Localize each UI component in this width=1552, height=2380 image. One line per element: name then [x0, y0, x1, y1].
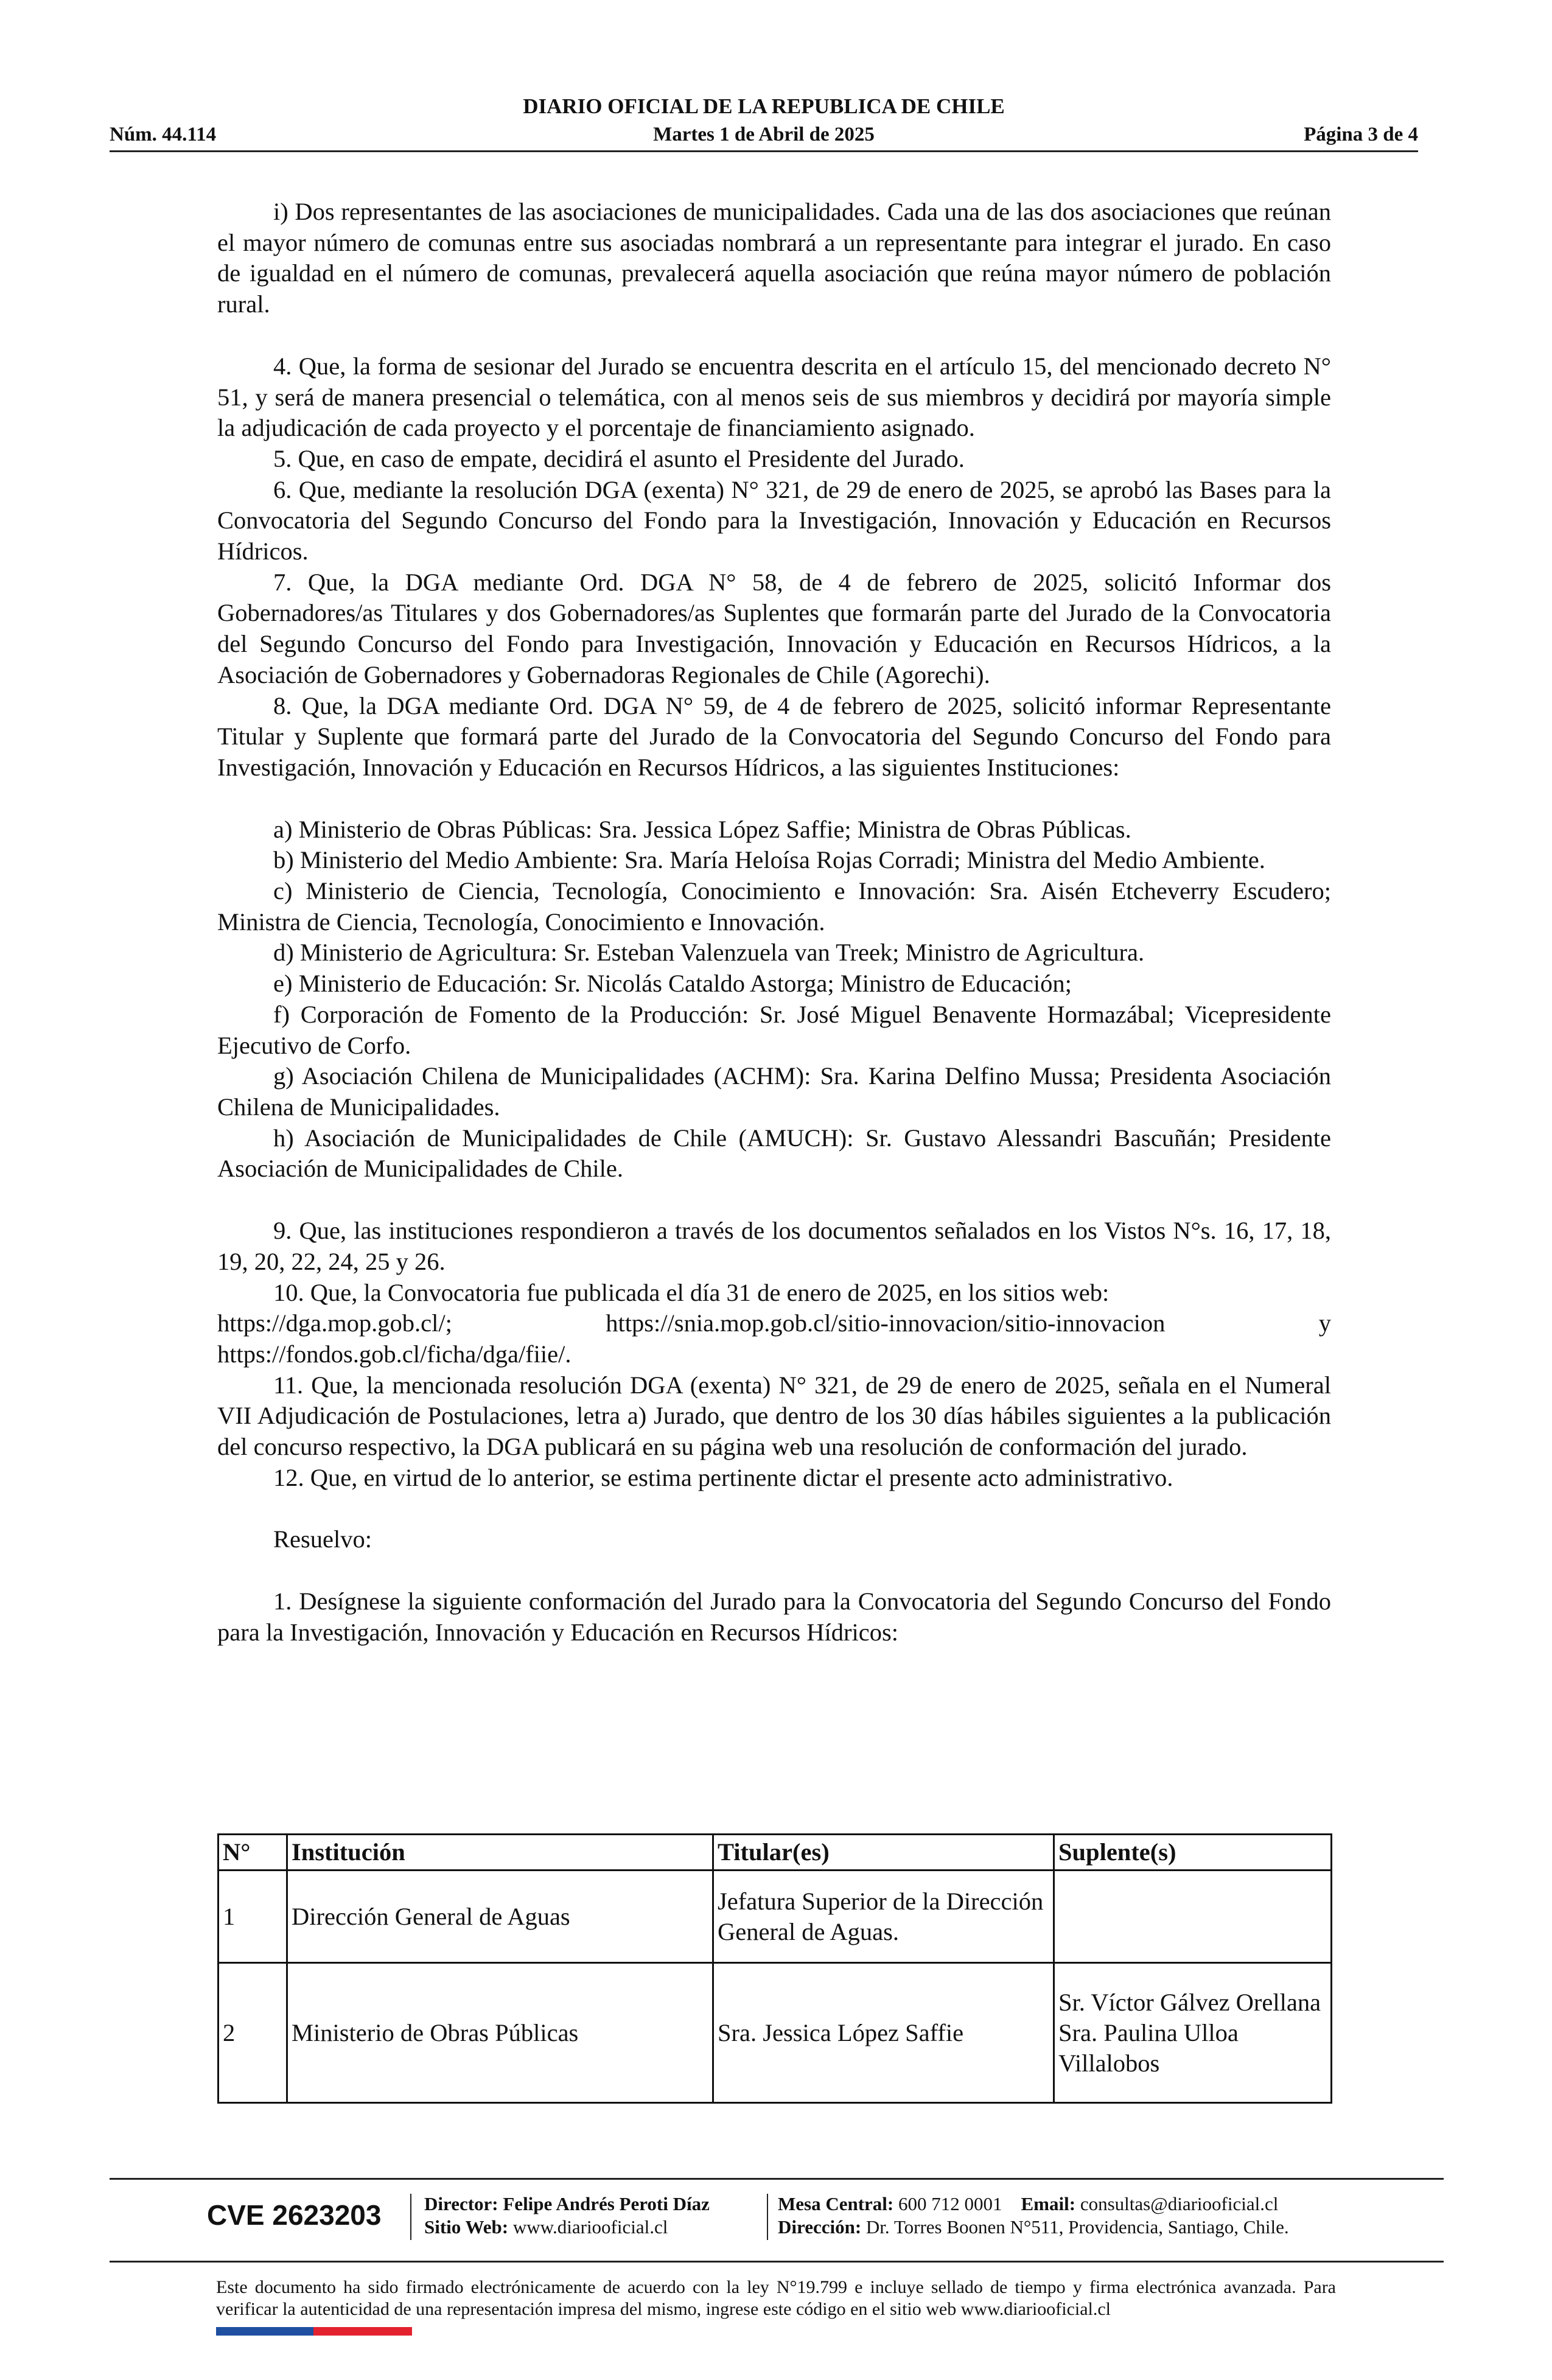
- flag-stripe-red: [313, 2327, 412, 2336]
- list-item-a: a) Ministerio de Obras Públicas: Sra. Jessica López Saffie; Ministra de Obras Públicas.: [273, 815, 1131, 843]
- header-number: N°: [218, 1835, 287, 1871]
- paragraph-5: 5. Que, en caso de empate, decidirá el asunto el Presidente del Jurado.: [273, 444, 965, 472]
- list-item-b: b) Ministerio del Medio Ambiente: Sra. María Heloísa Rojas Corradi; Ministra del Medio Ambiente.: [273, 846, 1265, 874]
- cell-institution: Ministerio de Obras Públicas: [287, 1963, 713, 2103]
- list-item-f: f) Corporación de Fomento de la Producción: Sr. José Miguel Benavente Hormazábal; Vicepresidente Ejecutivo de Corfo.: [217, 1000, 1331, 1059]
- list-item-e: e) Ministerio de Educación: Sr. Nicolás Cataldo Astorga; Ministro de Educación;: [273, 970, 1072, 998]
- paragraph-11: 11. Que, la mencionada resolución DGA (exenta) N° 321, de 29 de enero de 2025, señala en el Numeral VII Adjudicación de Postulaciones, letra a) Jurado, que dentro de los 30 días hábiles siguientes a la publicación del concurso respectivo, la DGA publicará en su página web una resolución de conformación del jurado.: [217, 1371, 1331, 1461]
- address: Dr. Torres Boonen N°511, Providencia, Santiago, Chile.: [865, 2216, 1289, 2238]
- footer-divider: [410, 2194, 411, 2240]
- paragraph-4: 4. Que, la forma de sesionar del Jurado se encuentra descrita en el artículo 15, del mencionado decreto N° 51, y será de manera presencial o telemática, con al menos seis de sus miembros y decidirá por mayoría simple la adjudicación de cada proyecto y el porcentaje de financiamiento asignado.: [217, 352, 1331, 442]
- page-number: Página 3 de 4: [1304, 124, 1418, 145]
- url-fondos[interactable]: https://fondos.gob.cl/ficha/dga/fiie/.: [217, 1340, 572, 1368]
- paragraph-6: 6. Que, mediante la resolución DGA (exenta) N° 321, de 29 de enero de 2025, se aprobó las Bases para la Convocatoria del Segundo Concurso del Fondo para la Investigación, Innovación y Educación en Recursos Hídricos.: [217, 475, 1331, 565]
- email-link[interactable]: consultas@diariooficial.cl: [1080, 2193, 1279, 2214]
- cell-suplente: [1054, 1871, 1332, 1963]
- paragraph-8: 8. Que, la DGA mediante Ord. DGA N° 59, de 4 de febrero de 2025, solicitó informar Representante Titular y Suplente que formará parte del Jurado de la Convocatoria del Segundo Concurso del Fondo para Investigación, Innovación y Educación en Recursos Hídricos, a las siguientes Instituciones:: [217, 691, 1331, 781]
- table-row: [218, 1963, 1332, 2103]
- issue-date: Martes 1 de Abril de 2025: [653, 124, 875, 145]
- footer-top-rule: [110, 2178, 1444, 2180]
- director-name: Felipe Andrés Peroti Díaz: [503, 2193, 710, 2214]
- mesa-label: Mesa Central:: [778, 2193, 894, 2214]
- header-suplente: Suplente(s): [1054, 1835, 1332, 1871]
- page-header: [110, 94, 1418, 152]
- url-snia[interactable]: https://snia.mop.gob.cl/sitio-innovacion/sitio-innovacion: [606, 1309, 1166, 1337]
- paragraph-10: 10. Que, la Convocatoria fue publicada el día 31 de enero de 2025, en los sitios web:: [273, 1278, 1110, 1306]
- newspaper-title: DIARIO OFICIAL DE LA REPUBLICA DE CHILE: [523, 94, 1005, 118]
- paragraph-12: 12. Que, en virtud de lo anterior, se estima pertinente dictar el presente acto administrativo.: [273, 1463, 1173, 1491]
- footer-contact: [778, 2193, 1289, 2239]
- jury-table: [217, 1833, 1332, 2104]
- issue-number: Núm. 44.114: [110, 124, 217, 145]
- paragraph-9: 9. Que, las instituciones respondieron a través de los documentos señalados en los Vistos N°s. 16, 17, 18, 19, 20, 22, 24, 25 y 26.: [217, 1217, 1331, 1275]
- document-body: [217, 197, 1331, 1648]
- cell-titular: Sra. Jessica López Saffie: [713, 1963, 1054, 2103]
- legal-notice: Este documento ha sido firmado electrónicamente de acuerdo con la ley N°19.799 e incluye sellado de tiempo y firma electrónica avanzada. Para verificar la autenticidad de una representación impresa del mismo, ingrese este código en el sitio web www.diariooficial.cl: [216, 2277, 1336, 2319]
- cell-institution: Dirección General de Aguas: [287, 1871, 713, 1963]
- director-label: Director:: [424, 2193, 498, 2214]
- email-label: Email:: [1021, 2193, 1076, 2214]
- mesa-phone: 600 712 0001: [898, 2193, 1002, 2214]
- paragraph-7: 7. Que, la DGA mediante Ord. DGA N° 58, de 4 de febrero de 2025, solicitó Informar dos Gobernadores/as Titulares y dos Gobernadores/as Suplentes que formarán parte del Jurado de la Convocatoria del Segundo Concurso del Fondo para Investigación, Innovación y Educación en Recursos Hídricos, a la Asociación de Gobernadores y Gobernadoras Regionales de Chile (Agorechi).: [217, 568, 1331, 688]
- url-dga[interactable]: https://dga.mop.gob.cl/;: [217, 1309, 452, 1337]
- footer-editorial: [424, 2193, 710, 2239]
- cell-number: 2: [218, 1963, 287, 2103]
- table-header-row: [218, 1835, 1332, 1871]
- cell-titular: Jefatura Superior de la Dirección General de Aguas.: [713, 1871, 1054, 1963]
- list-item-d: d) Ministerio de Agricultura: Sr. Esteban Valenzuela van Treek; Ministro de Agricultura.: [273, 939, 1145, 967]
- footer-divider: [767, 2194, 768, 2240]
- page-footer: [110, 2178, 1444, 2380]
- website-link[interactable]: www.diariooficial.cl: [512, 2216, 668, 2238]
- list-item-h: h) Asociación de Municipalidades de Chile (AMUCH): Sr. Gustavo Alessandri Bascuñán; Presidente Asociación de Municipalidades de Chile.: [217, 1124, 1331, 1183]
- list-item-g: g) Asociación Chilena de Municipalidades (ACHM): Sra. Karina Delfino Mussa; Presidenta Asociación Chilena de Municipalidades.: [217, 1062, 1331, 1121]
- conjunction: y: [1318, 1309, 1331, 1337]
- table-row: [218, 1871, 1332, 1963]
- cve-code: CVE 2623203: [207, 2199, 382, 2231]
- address-label: Dirección:: [778, 2216, 862, 2238]
- paragraph-10-urls: [217, 1308, 1331, 1339]
- cell-number: 1: [218, 1871, 287, 1963]
- footer-mid-rule: [110, 2261, 1444, 2263]
- header-titular: Titular(es): [713, 1835, 1054, 1871]
- resolution-1: 1. Desígnese la siguiente conformación del Jurado para la Convocatoria del Segundo Concurso del Fondo para la Investigación, Innovación y Educación en Recursos Hídricos:: [217, 1587, 1331, 1646]
- list-item-c: c) Ministerio de Ciencia, Tecnología, Conocimiento e Innovación: Sra. Aisén Etcheverry Escudero; Ministra de Ciencia, Tecnología, Conocimiento e Innovación.: [217, 877, 1331, 936]
- cell-suplente: Sr. Víctor Gálvez Orellana Sra. Paulina Ulloa Villalobos: [1054, 1963, 1332, 2103]
- header-institution: Institución: [287, 1835, 713, 1871]
- flag-stripe-blue: [216, 2327, 313, 2336]
- resuelvo-heading: Resuelvo:: [273, 1525, 372, 1553]
- paragraph-i: i) Dos representantes de las asociaciones de municipalidades. Cada una de las dos asociaciones que reúnan el mayor número de comunas entre sus asociadas nombrará a un representante para integrar el jurado. En caso de igualdad en el número de comunas, prevalecerá aquella asociación que reúna mayor número de población rural.: [217, 198, 1331, 318]
- website-label: Sitio Web:: [424, 2216, 509, 2238]
